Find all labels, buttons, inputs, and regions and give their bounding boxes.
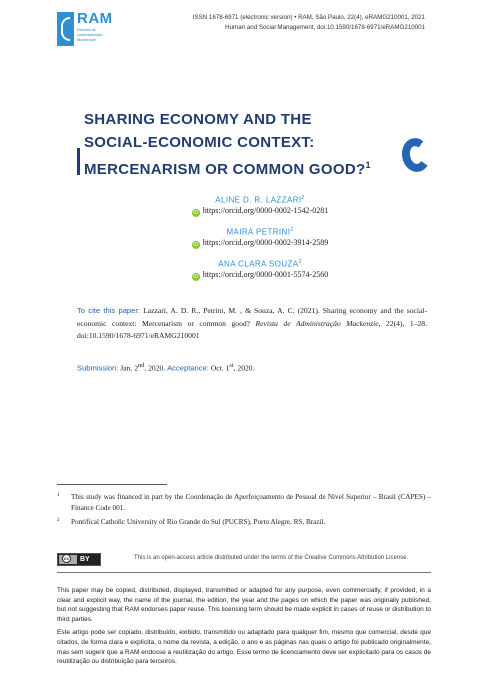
citation-journal: Revista de Administração Mackenzie [255,318,379,328]
title-footnote-mark: 1 [365,160,371,170]
title-line-2: SOCIAL-ECONOMIC CONTEXT: [84,134,315,151]
header-info [125,13,425,33]
citation-block [77,305,427,343]
copyright-notice [57,586,431,671]
header-issn: ISSN 1678-6971 (electronic version) • RAM, São Paulo, 22(4), eRAMG210001, 2021 [192,14,425,21]
title-accent-bar [77,148,80,175]
footnote-number: 1 [57,493,60,498]
submission-label: Submission: [77,363,119,373]
author-list [140,192,380,288]
orcid-icon: iD [193,274,199,280]
citation-doi[interactable]: , 22(4), 1–28. doi:10.1590/1678-6971/eRAMG210001 [77,318,427,341]
footnote-text: Pontifical Catholic University of Rio Grande do Sul (PUCRS), Porto Alegre, RS, Brazil. [71,518,326,526]
title-line-1: SHARING ECONOMY AND THE [84,111,312,128]
creative-commons-icon: cc [63,556,69,561]
logo-subtitle: Revista de Administração Mackenzie [77,27,103,42]
submission-dates: Submission: Jan. 2nd, 2020. Acceptance: Oct. 1st, 2020. [77,362,255,373]
citation-text: Lazzari, A. D. R., Petrini, M. , & Souza, A. C. (2021). Sharing economy and the social-economic context: Mercenarism or common good? [77,306,427,328]
author-orcid[interactable] [140,236,380,249]
footnote [57,517,431,528]
orcid-link[interactable]: https://orcid.org/0000-0002-1542-0281 [202,206,329,215]
author-name: ANA CLARA SOUZA$^2$ [218,259,302,269]
title-line-3 [84,154,384,181]
copyright-portuguese: Este artigo pode ser copiado, distribuído, exibido, transmitido ou adaptado para qualquer fim, mesmo que comercial, desde que citados, de forma clara e explícita, o nome da revista, a edição, o ano e as páginas nas quais o artigo foi publicado originalmente, mas sem sugerir que a RAM endosse a reutilização do artigo. Esse termo de licenciamento deve ser explicitado para os casos de reutilização ou distribuição para terceiros. [57,629,431,666]
cc-by-label: BY [80,556,90,563]
logo-name: RAM [77,10,113,27]
license-row [57,553,431,567]
author-orcid[interactable] [140,268,380,281]
orcid-link[interactable]: https://orcid.org/0000-0002-3914-2589 [202,238,329,247]
cc-by-badge[interactable] [57,553,101,566]
copyright-english: This paper may be copied, distributed, displayed, transmitted or adapted for any purpose, even commercially, if provided, in a clear and explicit way, the name of the journal, the edition, the year and the pages on which the paper was originally published, but not suggesting that RAM endorses paper reuse. This licensing term should be made explicit in cases of reuse or distribution to third parties. [57,587,431,623]
paper-title [84,108,384,181]
citation-label: To cite this paper: [77,306,141,315]
acceptance-label: Acceptance: [167,363,209,373]
orcid-icon: iD [193,242,199,248]
author-name: ALINE D. R. LAZZARI$^2$ [215,195,305,205]
orcid-link[interactable]: https://orcid.org/0000-0001-5574-2560 [202,270,329,279]
author-orcid[interactable] [140,204,380,217]
header-doi: Human and Social Management, doi:10.1590/1678-6971/eRAMG210001 [225,24,425,31]
footnotes [57,492,431,531]
title-line-3-text: MERCENARISM OR COMMON GOOD? [84,161,366,178]
journal-c-mark-icon [399,136,432,174]
author-name: MAIRA PETRINI$^2$ [226,227,294,237]
footnote-text: This study was financed in part by the Coordenação de Aperfeiçoamento de Pessoal de Nível Superior – Brasil (CAPES) – Finance Code 001. [71,493,431,512]
orcid-icon: iD [193,210,199,216]
journal-logo [57,10,111,48]
footnote-divider [57,484,167,485]
license-text: This is an open-access article distributed under the terms of the Creative Commons Attribution License. [134,555,409,561]
license-divider [57,572,431,573]
logo-mark-icon [57,12,74,46]
footnote-number: 2 [57,518,60,523]
footnote [57,492,431,514]
